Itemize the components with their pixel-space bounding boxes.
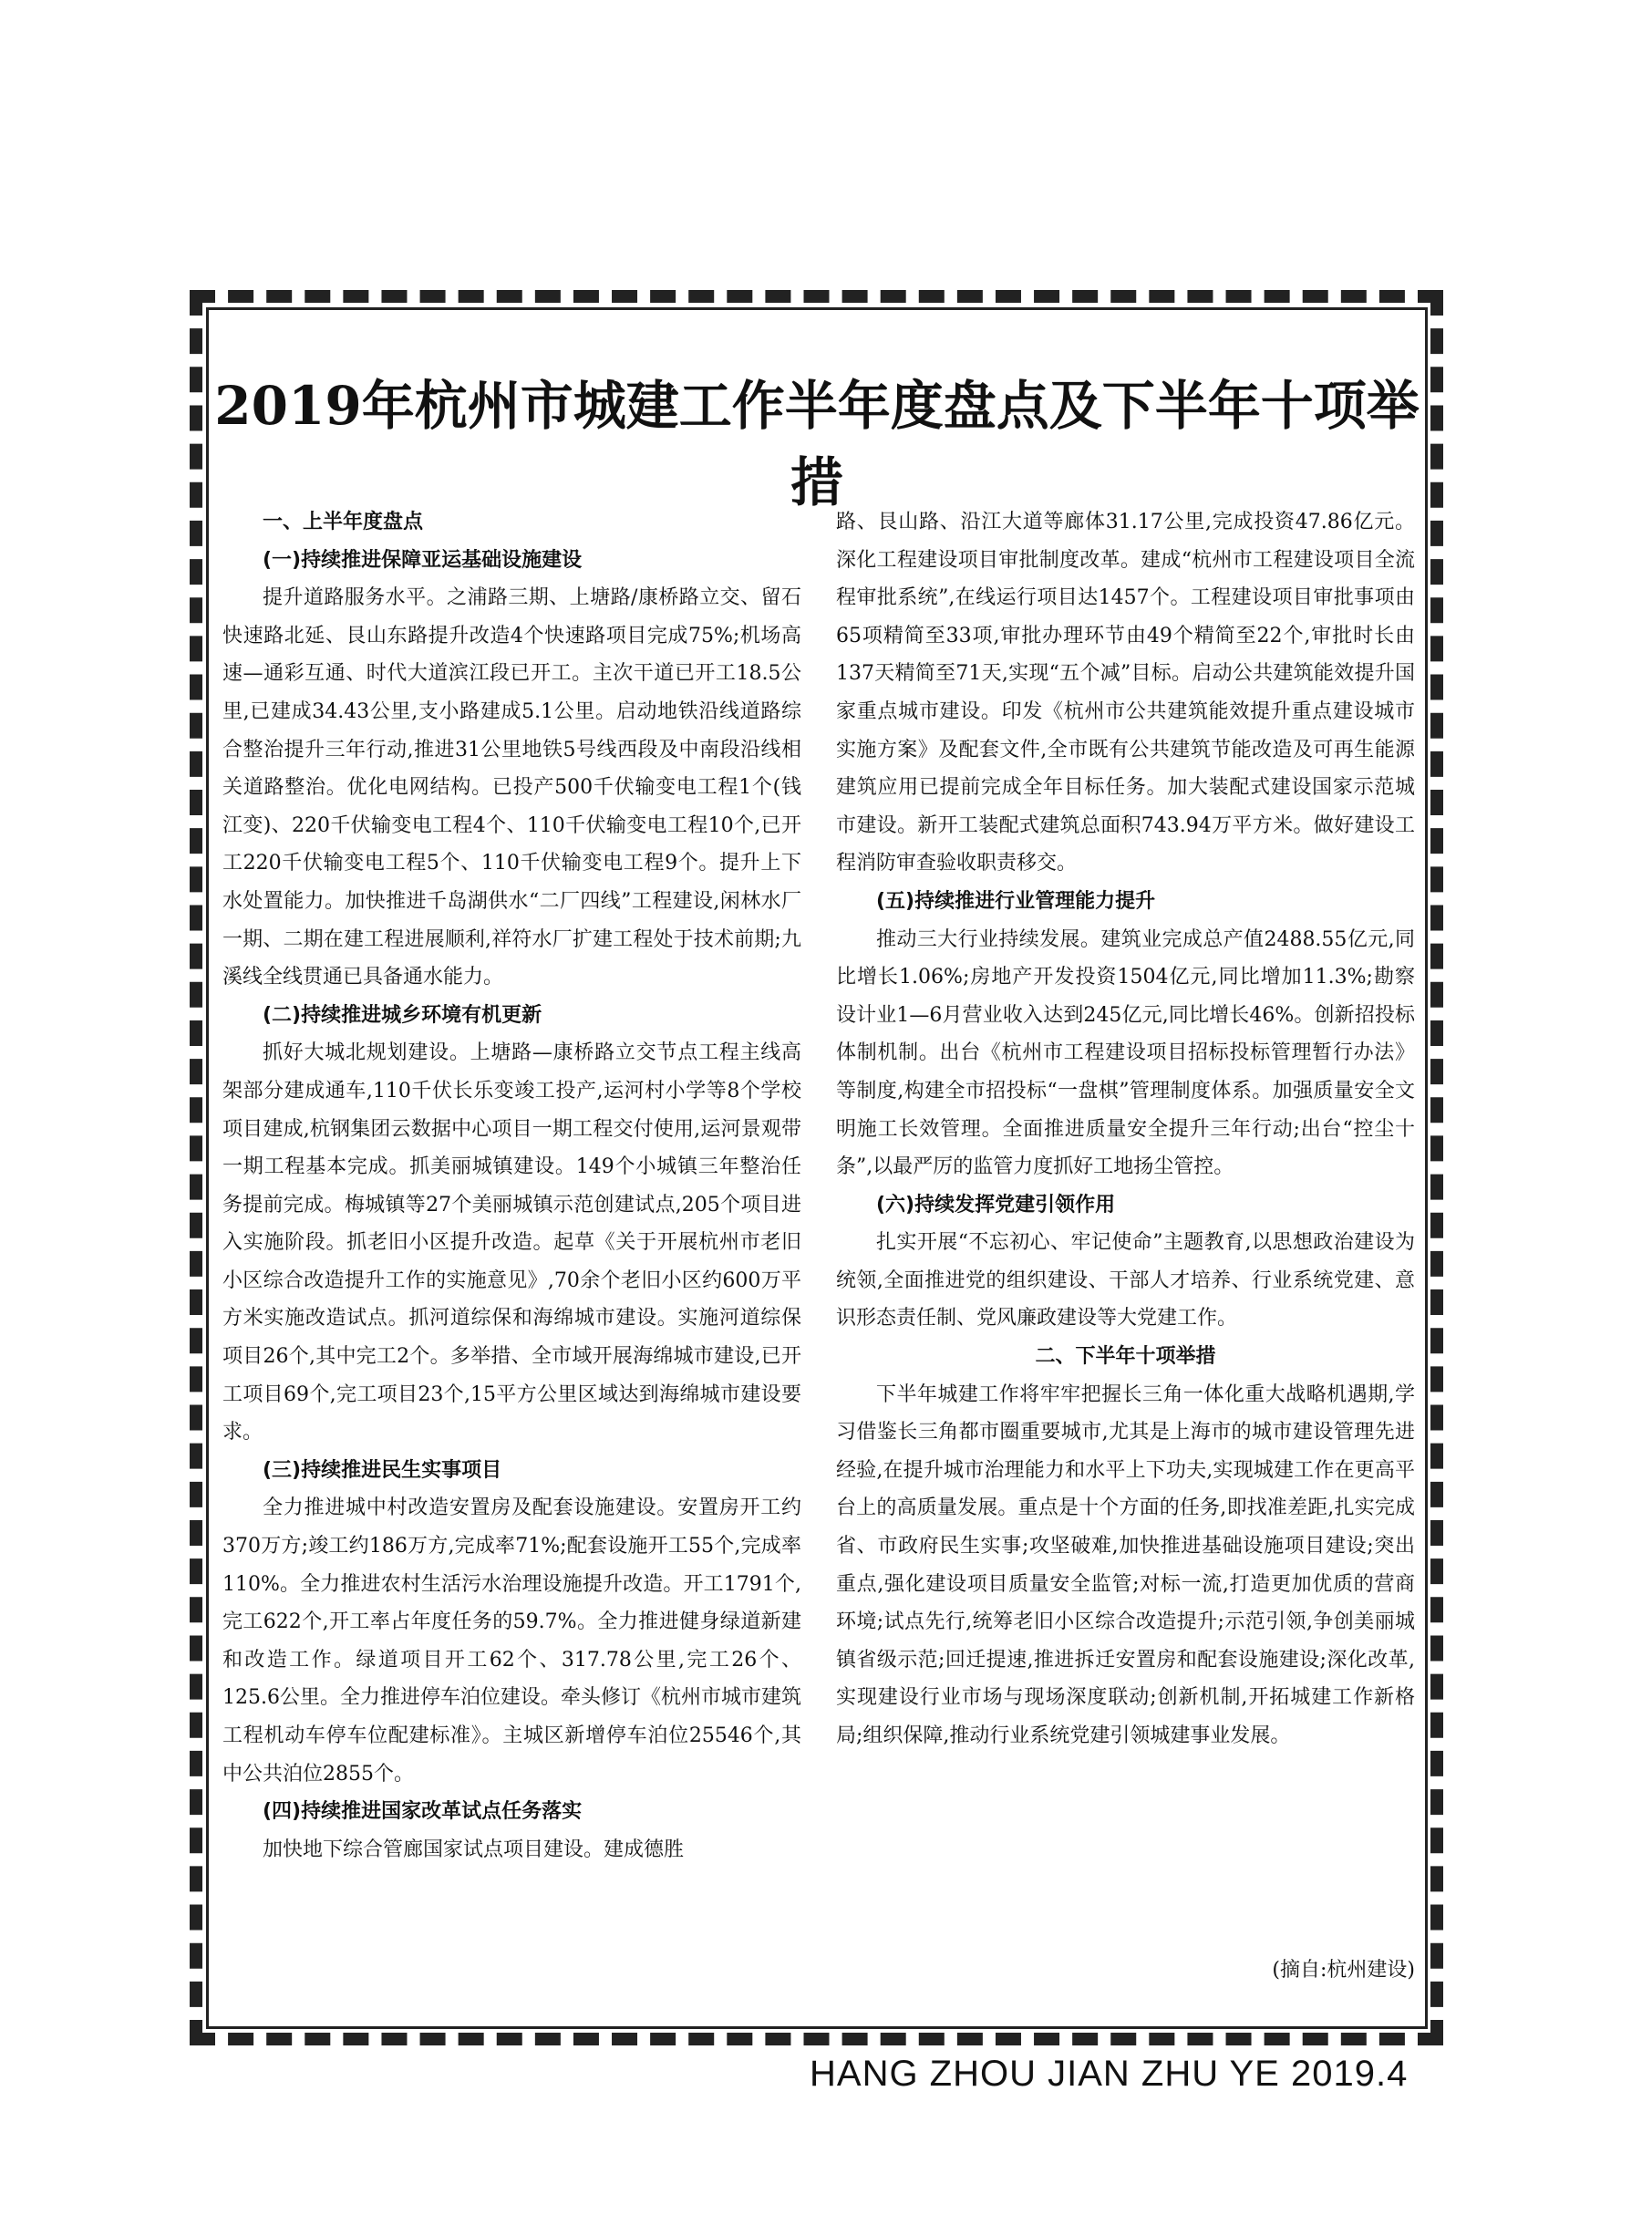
source-note: (摘自:杭州建设)	[1272, 1959, 1415, 1982]
subheading-3: (三)持续推进民生实事项目	[263, 1458, 502, 1482]
right-column	[836, 503, 1415, 1999]
subheading-5: (五)持续推进行业管理能力提升	[876, 889, 1156, 913]
subheading-4: (四)持续推进国家改革试点任务落实	[263, 1800, 583, 1824]
page-title: 2019年杭州市城建工作半年度盘点及下半年十项举措	[214, 375, 1420, 513]
paragraph-1: 提升道路服务水平。之浦路三期、上塘路/康桥路立交、留石快速路北延、艮山东路提升改造4个快速路项目完成75%;机场高速—通彩互通、时代大道滨江段已开工。主次干道已开工18.5公里,已建成34.43公里,支小路建成5.1公里。启动地铁沿线道路综合整治提升三年行动,推进31公里地铁5号线西段及中南段沿线相关道路整治。优化电网结构。已投产500千伏输变电工程1个(钱江变)、220千伏输变电工程4个、110千伏输变电工程10个,已开工220千伏输变电工程5个、110千伏输变电工程9个。提升上下水处置能力。加快推进千岛湖供水“二厂四线”工程建设,闲林水厂一期、二期在建工程进展顺利,祥符水厂扩建工程处于技术前期;九溪线全线贯通已具备通水能力。	[222, 586, 801, 989]
left-column	[222, 503, 801, 1999]
subheading-2: (二)持续推进城乡环境有机更新	[263, 1003, 542, 1027]
footer-issue-label: HANG ZHOU JIAN ZHU YE 2019.4	[810, 2054, 1409, 2094]
paragraph-6: 扎实开展“不忘初心、牢记使命”主题教育,以思想政治建设为统领,全面推进党的组织建设、干部人才培养、行业系统党建、意识形态责任制、党风廉政建设等大党建工作。	[836, 1231, 1415, 1330]
paragraph-4-continued: 路、艮山路、沿江大道等廊体31.17公里,完成投资47.86亿元。深化工程建设项目审批制度改革。建成“杭州市工程建设项目全流程审批系统”,在线运行项目达1457个。工程建设项目审批事项由65项精简至33项,审批办理环节由49个精简至22个,审批时长由137天精简至71天,实现“五个减”目标。启动公共建筑能效提升国家重点城市建设。印发《杭州市公共建筑能效提升重点建设城市实施方案》及配套文件,全市既有公共建筑节能改造及可再生能源建筑应用已提前完成全年目标任务。加大装配式建设国家示范城市建设。新开工装配式建筑总面积743.94万平方米。做好建设工程消防审查验收职责移交。	[836, 511, 1415, 875]
paragraph-4: 加快地下综合管廊国家试点项目建设。建成德胜	[263, 1838, 685, 1861]
subheading-1: (一)持续推进保障亚运基础设施建设	[263, 548, 583, 572]
subheading-6: (六)持续发挥党建引领作用	[876, 1193, 1116, 1217]
paragraph-2: 抓好大城北规划建设。上塘路—康桥路立交节点工程主线高架部分建成通车,110千伏长乐变竣工投产,运河村小学等8个学校项目建成,杭钢集团云数据中心项目一期工程交付使用,运河景观带一期工程基本完成。抓美丽城镇建设。149个小城镇三年整治任务提前完成。梅城镇等27个美丽城镇示范创建试点,205个项目进入实施阶段。抓老旧小区提升改造。起草《关于开展杭州市老旧小区综合改造提升工作的实施意见》,70余个老旧小区约600万平方米实施改造试点。抓河道综保和海绵城市建设。实施河道综保项目26个,其中完工2个。多举措、全市域开展海绵城市建设,已开工项目69个,完工项目23个,15平方公里区域达到海绵城市建设要求。	[222, 1041, 801, 1444]
section-heading-measures: 二、下半年十项举措	[1035, 1345, 1216, 1369]
section-heading-review: 一、上半年度盘点	[263, 511, 424, 533]
paragraph-3: 全力推进城中村改造安置房及配套设施建设。安置房开工约370万方;竣工约186万方,完成率71%;配套设施开工55个,完成率110%。全力推进农村生活污水治理设施提升改造。开工1791个,完工622个,开工率占年度任务的59.7%。全力推进健身绿道新建和改造工作。绿道项目开工62个、317.78公里,完工26个、125.6公里。全力推进停车泊位建设。牵头修订《杭州市城市建筑工程机动车停车位配建标准》。主城区新增停车泊位25546个,其中公共泊位2855个。	[222, 1496, 801, 1786]
paragraph-5: 推动三大行业持续发展。建筑业完成总产值2488.55亿元,同比增长1.06%;房地产开发投资1504亿元,同比增加11.3%;勘察设计业1—6月营业收入达到245亿元,同比增长46%。创新招投标体制机制。出台《杭州市工程建设项目招标投标管理暂行办法》等制度,构建全市招投标“一盘棋”管理制度体系。加强质量安全文明施工长效管理。全面推进质量安全提升三年行动;出台“控尘十条”,以最严厉的监管力度抓好工地扬尘管控。	[836, 927, 1415, 1179]
paragraph-7: 下半年城建工作将牢牢把握长三角一体化重大战略机遇期,学习借鉴长三角都市圈重要城市,尤其是上海市的城市建设管理先进经验,在提升城市治理能力和水平上下功夫,实现城建工作在更高平台上的高质量发展。重点是十个方面的任务,即找准差距,扎实完成省、市政府民生实事;攻坚破难,加快推进基础设施项目建设;突出重点,强化建设项目质量安全监管;对标一流,打造更加优质的营商环境;试点先行,统筹老旧小区综合改造提升;示范引领,争创美丽城镇省级示范;回迁提速,推进拆迁安置房和配套设施建设;深化改革,实现建设行业市场与现场深度联动;创新机制,开拓城建工作新格局;组织保障,推动行业系统党建引领城建事业发展。	[836, 1382, 1415, 1747]
